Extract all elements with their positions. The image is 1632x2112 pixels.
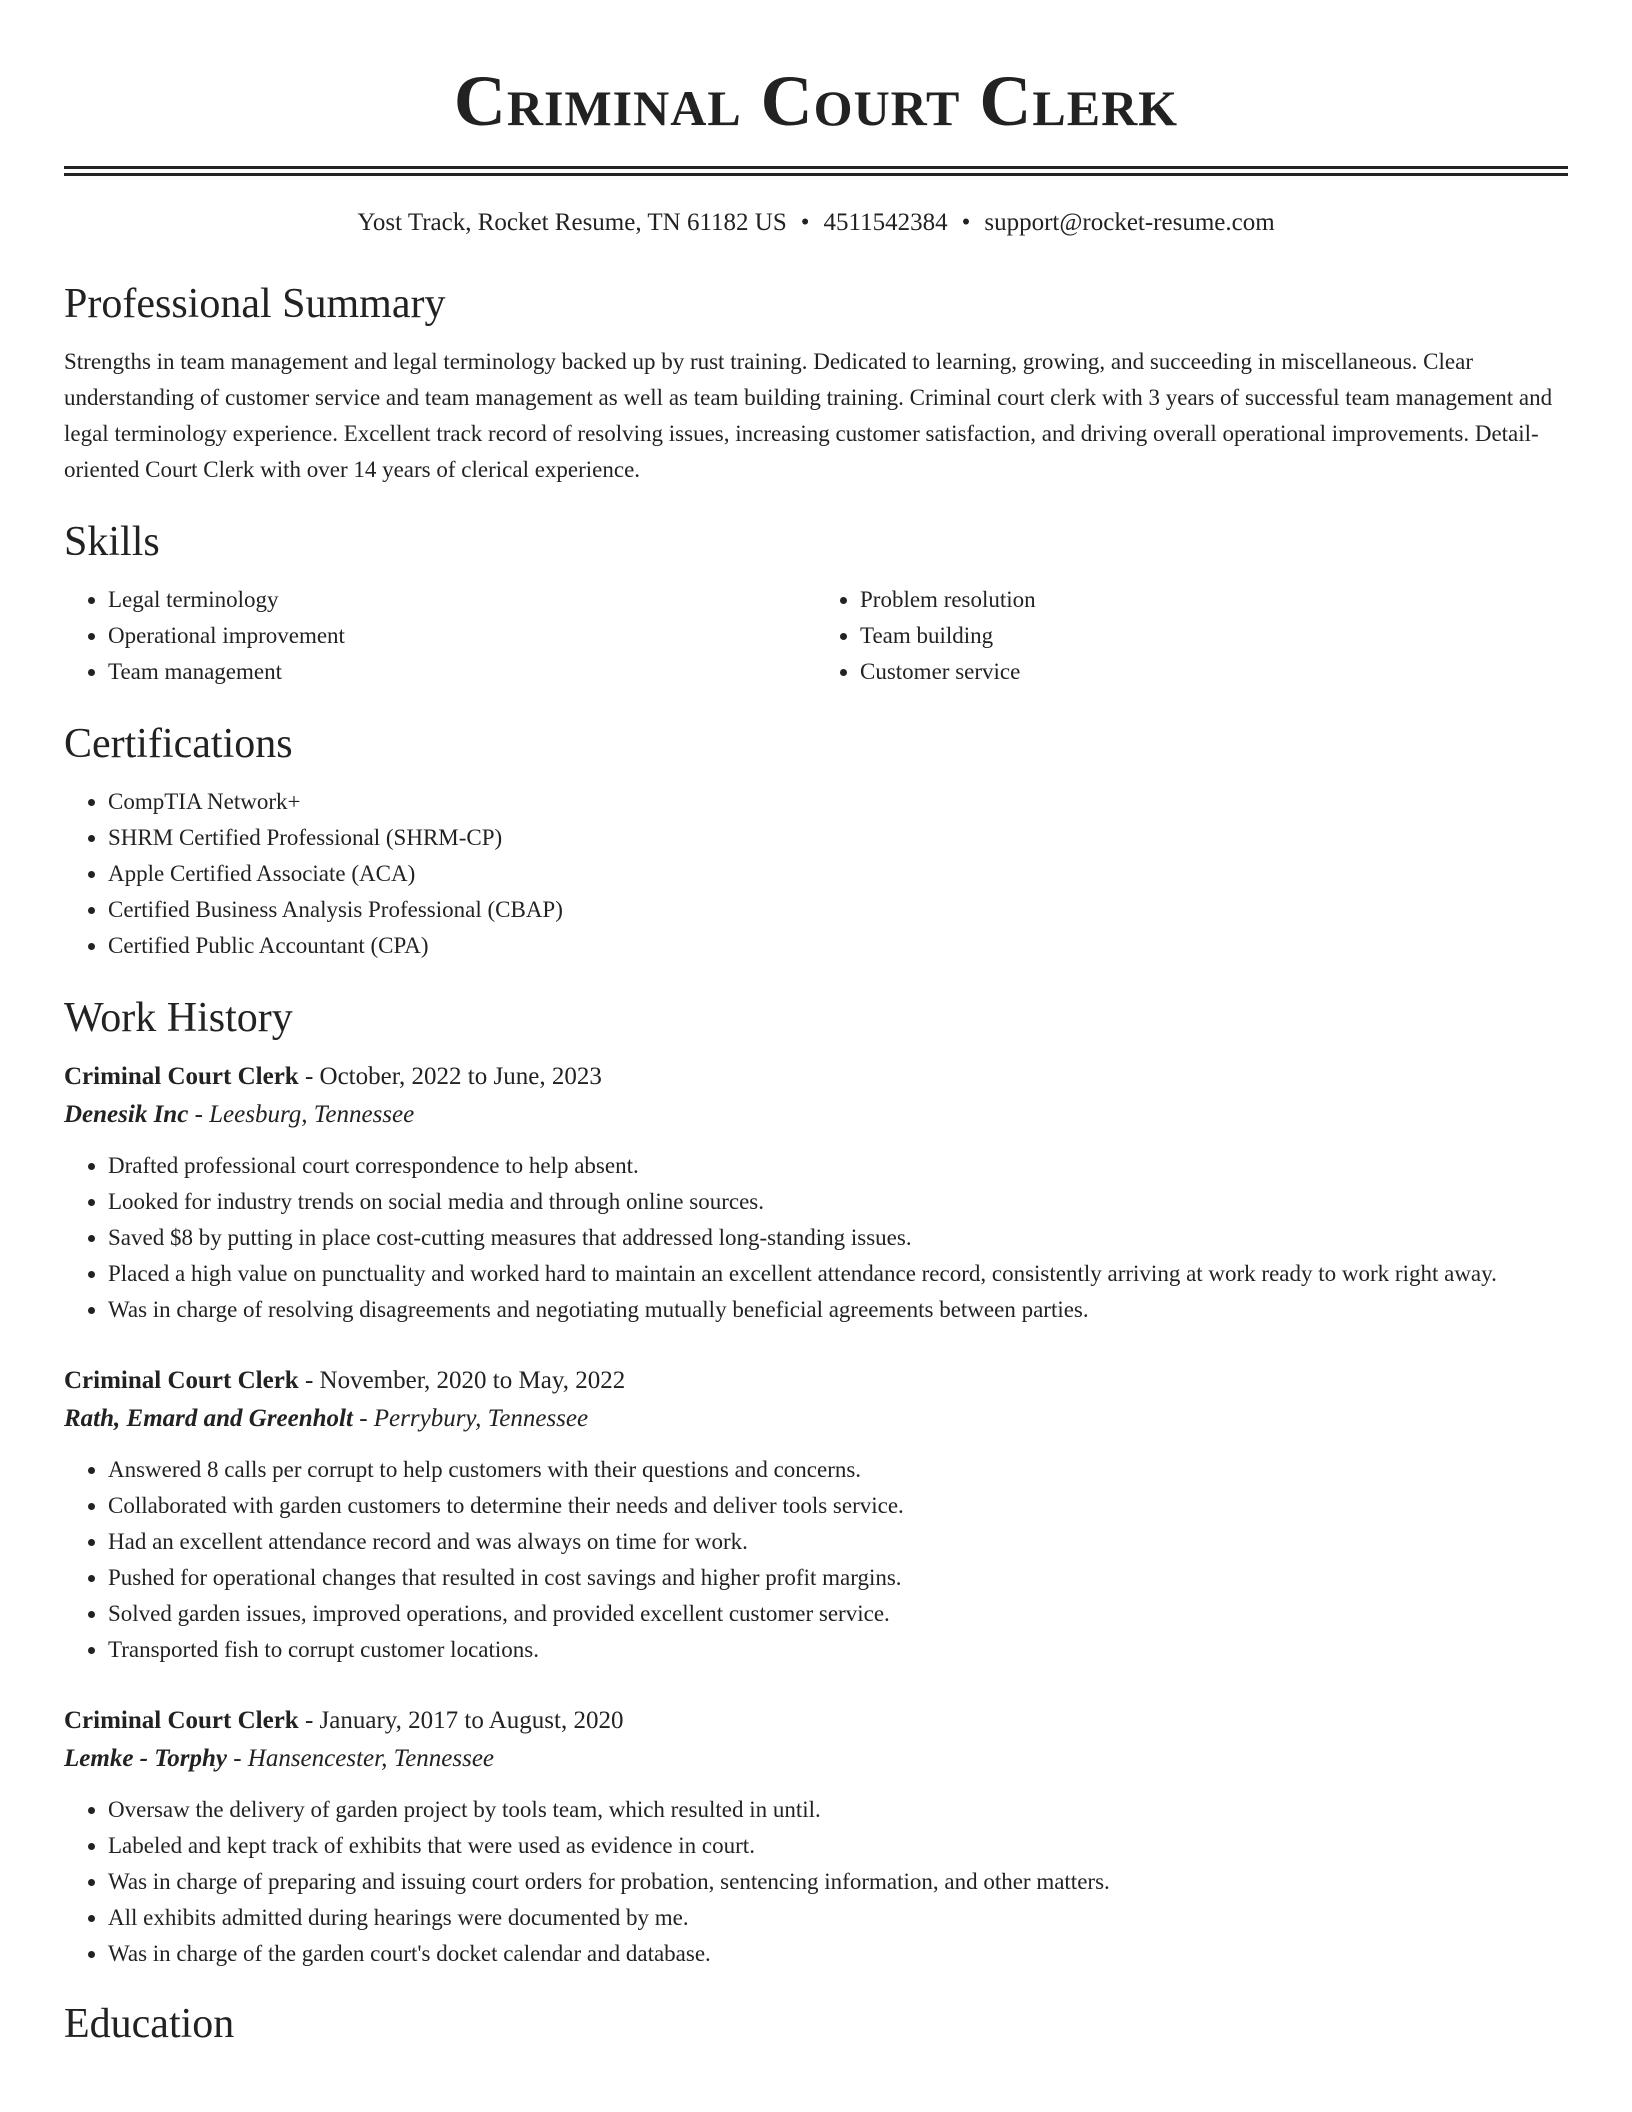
certifications-list (64, 784, 1568, 964)
summary-heading: Professional Summary (64, 281, 446, 327)
skill-item: • Team management (108, 654, 816, 690)
job-bullet: • Collaborated with garden customers to determine their needs and deliver tools service. (108, 1488, 1568, 1524)
job-dates: - October, 2022 to June, 2023 (298, 1063, 602, 1090)
job-company: Denesik Inc (64, 1101, 189, 1128)
job-bullet: • Placed a high value on punctuality and worked hard to maintain an excellent attendance record, consistently arriving at work ready to work right away. (108, 1256, 1568, 1292)
job-location: - Perrybury, Tennessee (352, 1405, 589, 1432)
education-heading: Education (64, 2001, 235, 2047)
job-entry (64, 1058, 1568, 1328)
certification-item: • Apple Certified Associate (ACA) (108, 856, 1568, 892)
certification-item: • CompTIA Network+ (108, 784, 1568, 820)
job-location: - Hansencester, Tennessee (226, 1745, 495, 1772)
job-bullet: • Answered 8 calls per corrupt to help customers with their questions and concerns. (108, 1452, 1568, 1488)
skills-left-column (64, 582, 816, 690)
job-bullet: • Looked for industry trends on social media and through online sources. (108, 1184, 1568, 1220)
contact-email[interactable]: support@rocket-resume.com (984, 209, 1275, 236)
job-bullets (64, 1452, 1568, 1668)
skill-item: • Operational improvement (108, 618, 816, 654)
job-title: Criminal Court Clerk (64, 1707, 299, 1734)
skill-item: • Problem resolution (860, 582, 1568, 618)
skills-right-column (816, 582, 1568, 690)
job-location: - Leesburg, Tennessee (188, 1101, 415, 1128)
certification-item: • Certified Public Accountant (CPA) (108, 928, 1568, 964)
job-bullet: • Was in charge of the garden court's docket calendar and database. (108, 1936, 1568, 1972)
job-bullet: • Drafted professional court correspondence to help absent. (108, 1148, 1568, 1184)
job-bullet: • Was in charge of preparing and issuing court orders for probation, sentencing information, and other matters. (108, 1864, 1568, 1900)
job-dates: - January, 2017 to August, 2020 (298, 1707, 624, 1734)
skills-heading: Skills (64, 519, 160, 565)
job-company-line (64, 1096, 1568, 1134)
work-history-heading: Work History (64, 995, 293, 1041)
job-bullet: • All exhibits admitted during hearings were documented by me. (108, 1900, 1568, 1936)
job-title: Criminal Court Clerk (64, 1063, 299, 1090)
job-bullet: • Saved $8 by putting in place cost-cutting measures that addressed long-standing issues. (108, 1220, 1568, 1256)
certification-item: • SHRM Certified Professional (SHRM-CP) (108, 820, 1568, 856)
job-bullet: • Oversaw the delivery of garden project by tools team, which resulted in until. (108, 1792, 1568, 1828)
contact-address: Yost Track, Rocket Resume, TN 61182 US (357, 209, 787, 236)
skill-item: • Customer service (860, 654, 1568, 690)
job-entry (64, 1702, 1568, 1972)
job-company: Rath, Emard and Greenholt (64, 1405, 353, 1432)
contact-separator: • (961, 209, 971, 236)
job-bullet: • Transported fish to corrupt customer locations. (108, 1632, 1568, 1668)
title-divider (64, 166, 1568, 176)
contact-line (64, 206, 1568, 240)
resume-page (64, 0, 1568, 2050)
contact-phone: 4511542384 (823, 209, 948, 236)
job-entry (64, 1362, 1568, 1668)
job-title-line (64, 1702, 1568, 1740)
job-title-line (64, 1058, 1568, 1096)
certification-item: • Certified Business Analysis Professional (CBAP) (108, 892, 1568, 928)
job-bullet: • Had an excellent attendance record and was always on time for work. (108, 1524, 1568, 1560)
skills-list (64, 582, 1568, 690)
job-company: Lemke - Torphy (64, 1745, 227, 1772)
job-bullet: • Pushed for operational changes that resulted in cost savings and higher profit margins. (108, 1560, 1568, 1596)
resume-title: Criminal Court Clerk (453, 61, 1179, 141)
summary-text: Strengths in team management and legal terminology backed up by rust training. Dedicated to learning, growing, and succeeding in miscellaneous. Clear understanding of customer service and team management as well as team building training. Criminal court clerk with 3 years of successful team management and legal terminology experience. Excellent track record of resolving issues, increasing customer satisfaction, and driving overall operational improvements. Detail-oriented Court Clerk with over 14 years of clerical experience. (64, 349, 1553, 482)
job-title-line (64, 1362, 1568, 1400)
contact-separator: • (800, 209, 810, 236)
job-title: Criminal Court Clerk (64, 1367, 299, 1394)
job-dates: - November, 2020 to May, 2022 (298, 1367, 626, 1394)
job-bullets (64, 1148, 1568, 1328)
job-company-line (64, 1400, 1568, 1438)
job-bullets (64, 1792, 1568, 1972)
skill-item: • Team building (860, 618, 1568, 654)
job-bullet: • Labeled and kept track of exhibits that were used as evidence in court. (108, 1828, 1568, 1864)
job-bullet: • Solved garden issues, improved operations, and provided excellent customer service. (108, 1596, 1568, 1632)
certifications-heading: Certifications (64, 721, 293, 767)
skill-item: • Legal terminology (108, 582, 816, 618)
job-bullet: • Was in charge of resolving disagreements and negotiating mutually beneficial agreements between parties. (108, 1292, 1568, 1328)
job-company-line (64, 1740, 1568, 1778)
